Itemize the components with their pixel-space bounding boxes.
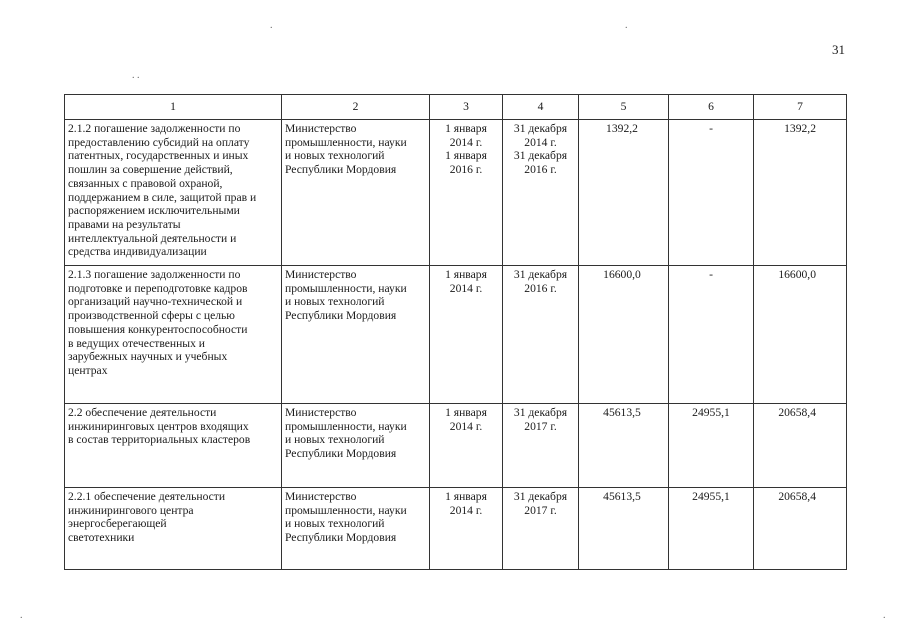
stray-mark: . — [883, 610, 886, 621]
executor-cell-line: Республики Мордовия — [285, 531, 397, 545]
end-date-cell — [503, 488, 579, 570]
description-cell-line: энергосберегающей — [68, 517, 167, 531]
column-header: 1 — [65, 95, 282, 120]
column-header: 7 — [754, 95, 847, 120]
description-cell-line: инжинирингового центра — [68, 503, 194, 517]
page-number: 31 — [832, 42, 845, 57]
end-date-cell-line: 31 декабря — [513, 268, 568, 281]
start-date-cell-line: 1 января — [445, 268, 487, 281]
executor-cell-line: и новых технологий — [285, 517, 385, 531]
start-date-cell-line: 1 января — [445, 406, 487, 419]
end-date-cell-line: 2016 г. — [524, 281, 557, 295]
column-header: 4 — [503, 95, 579, 120]
executor-cell-line: промышленности, науки — [285, 503, 407, 517]
start-date-cell-line: 2014 г. — [449, 503, 483, 517]
executor-cell-line: Республики Мордовия — [285, 309, 397, 323]
executor-cell-line: и новых технологий — [285, 295, 385, 309]
start-date-cell-line: 2014 г. — [449, 135, 483, 149]
end-date-cell — [503, 266, 579, 404]
end-date-cell-line: 2017 г. — [524, 419, 557, 433]
start-date-cell-line: 1 января — [445, 149, 487, 163]
stray-mark: . — [270, 20, 273, 31]
start-date-cell — [430, 266, 503, 404]
amount-col6-cell: - — [669, 120, 754, 266]
column-header: 5 — [579, 95, 669, 120]
executor-cell-line: Министерство — [285, 122, 357, 135]
executor-cell-line: Республики Мордовия — [285, 163, 397, 177]
total-amount-cell: 1392,2 — [579, 120, 669, 266]
description-cell-line: организаций научно-технической и — [68, 295, 243, 309]
amount-col7-cell: 20658,4 — [754, 488, 847, 570]
description-cell-line: в состав территориальных кластеров — [68, 433, 251, 447]
end-date-cell-line: 31 декабря — [513, 490, 568, 503]
amount-col7-cell: 16600,0 — [754, 266, 847, 404]
executor-cell-line: Министерство — [285, 490, 357, 503]
start-date-cell — [430, 120, 503, 266]
description-cell-line: 2.1.2 погашение задолженности по — [68, 122, 241, 135]
stray-mark: . — [20, 610, 23, 621]
column-header: 2 — [282, 95, 430, 120]
table-row — [65, 266, 847, 404]
start-date-cell-line: 2016 г. — [449, 163, 483, 177]
description-cell-line: 2.1.3 погашение задолженности по — [68, 268, 241, 281]
description-cell — [65, 266, 282, 404]
column-header: 3 — [430, 95, 503, 120]
start-date-cell-line: 2014 г. — [449, 281, 483, 295]
description-cell-line: предоставлению субсидий на оплату — [68, 135, 250, 149]
description-cell-line: поддержанием в силе, защитой прав и — [68, 190, 257, 204]
description-cell-line: подготовке и переподготовке кадров — [68, 281, 248, 295]
column-header: 6 — [669, 95, 754, 120]
table-row — [65, 404, 847, 488]
description-cell-line: зарубежных научных и учебных — [68, 350, 228, 364]
start-date-cell — [430, 488, 503, 570]
description-cell-line: светотехники — [68, 531, 135, 545]
description-cell — [65, 488, 282, 570]
description-cell-line: повышения конкурентоспособности — [68, 322, 248, 336]
description-cell-line: связанных с правовой охраной, — [68, 176, 223, 190]
end-date-cell — [503, 404, 579, 488]
end-date-cell-line: 2017 г. — [524, 503, 557, 517]
description-cell-line: 2.2.1 обеспечение деятельности — [68, 490, 226, 503]
executor-cell-line: промышленности, науки — [285, 135, 407, 149]
start-date-cell-line: 2014 г. — [449, 419, 483, 433]
description-cell — [65, 120, 282, 266]
description-cell-line: инжиниринговых центров входящих — [68, 419, 249, 433]
executor-cell — [282, 120, 430, 266]
end-date-cell-line: 2016 г. — [524, 163, 557, 177]
description-cell — [65, 404, 282, 488]
amount-col6-cell: 24955,1 — [669, 404, 754, 488]
end-date-cell-line: 31 декабря — [513, 406, 568, 419]
start-date-cell — [430, 404, 503, 488]
amount-col7-cell: 20658,4 — [754, 404, 847, 488]
executor-cell — [282, 266, 430, 404]
stray-mark: . — [625, 20, 628, 31]
description-cell-line: 2.2 обеспечение деятельности — [68, 406, 217, 419]
program-table — [64, 94, 847, 570]
executor-cell-line: промышленности, науки — [285, 281, 407, 295]
end-date-cell-line: 31 декабря — [513, 122, 568, 135]
description-cell-line: центрах — [68, 363, 108, 377]
description-cell-line: пошлин за совершение действий, — [68, 163, 233, 177]
description-cell-line: правами на результаты — [68, 217, 181, 231]
end-date-cell — [503, 120, 579, 266]
start-date-cell-line: 1 января — [445, 122, 487, 135]
description-cell-line: патентных, государственных и иных — [68, 149, 249, 163]
table-row — [65, 488, 847, 570]
stray-mark: . . — [132, 70, 140, 81]
total-amount-cell: 45613,5 — [579, 488, 669, 570]
description-cell-line: в ведущих отечественных и — [68, 336, 205, 350]
executor-cell-line: Министерство — [285, 268, 357, 281]
executor-cell — [282, 488, 430, 570]
executor-cell-line: и новых технологий — [285, 149, 385, 163]
description-cell-line: распоряжением исключительными — [68, 204, 240, 218]
executor-cell-line: промышленности, науки — [285, 419, 407, 433]
description-cell-line: средства индивидуализации — [68, 245, 207, 259]
amount-col6-cell: 24955,1 — [669, 488, 754, 570]
total-amount-cell: 45613,5 — [579, 404, 669, 488]
amount-col6-cell: - — [669, 266, 754, 404]
start-date-cell-line: 1 января — [445, 490, 487, 503]
end-date-cell-line: 31 декабря — [513, 149, 568, 163]
amount-col7-cell: 1392,2 — [754, 120, 847, 266]
executor-cell — [282, 404, 430, 488]
header-row — [65, 95, 847, 120]
table-row — [65, 120, 847, 266]
description-cell-line: интеллектуальной деятельности и — [68, 231, 237, 245]
executor-cell-line: Министерство — [285, 406, 357, 419]
description-cell-line: производственной сферы с целью — [68, 309, 235, 323]
executor-cell-line: Республики Мордовия — [285, 447, 397, 461]
total-amount-cell: 16600,0 — [579, 266, 669, 404]
executor-cell-line: и новых технологий — [285, 433, 385, 447]
end-date-cell-line: 2014 г. — [524, 135, 557, 149]
